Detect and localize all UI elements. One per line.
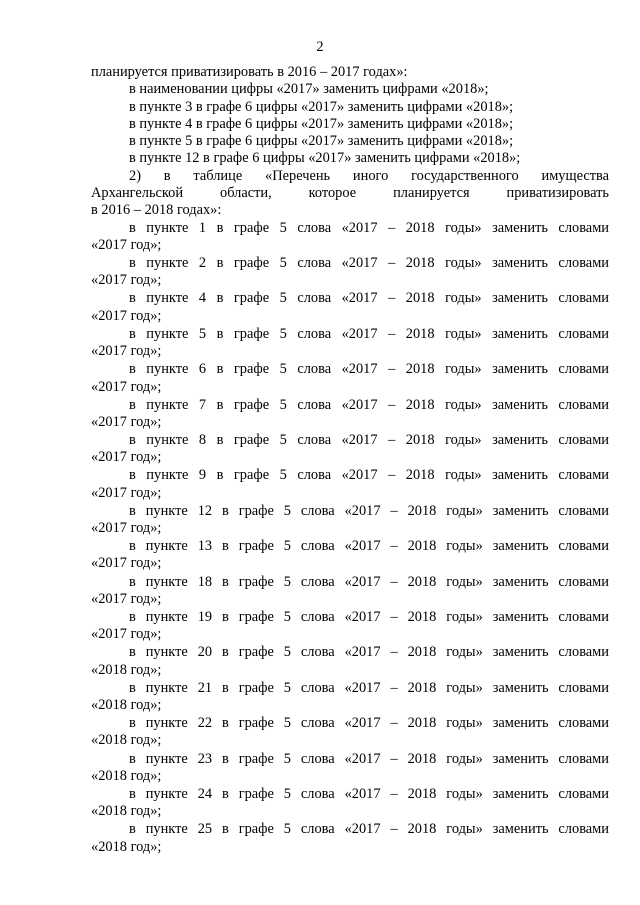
amendment-item-text: в пункте 19 в графе 5 слова «2017 – 2018 годы» заменить словами: [129, 608, 609, 625]
amendment-item-continuation: «2018 год»;: [91, 838, 162, 855]
amendment-item-text: в пункте 2 в графе 5 слова «2017 – 2018 годы» заменить словами: [129, 255, 609, 272]
amendment-item: [91, 361, 609, 396]
amendment-item-continuation: «2017 год»;: [91, 449, 162, 466]
amendment-item: [91, 538, 609, 573]
amendment-item-text: в пункте 8 в графе 5 слова «2017 – 2018 годы» заменить словами: [129, 432, 609, 449]
amendment-item-continuation: «2017 год»;: [91, 520, 162, 537]
amendment-item-continuation: «2017 год»;: [91, 307, 162, 324]
amendment-item-continuation: «2017 год»;: [91, 272, 162, 289]
intro-line: в пункте 12 в графе 6 цифры «2017» заменить цифрами «2018»;: [129, 150, 521, 167]
amendment-item-text: в пункте 23 в графе 5 слова «2017 – 2018 годы» заменить словами: [129, 750, 609, 767]
amendment-item-continuation: «2018 год»;: [91, 732, 162, 749]
amendment-item-text: в пункте 6 в графе 5 слова «2017 – 2018 годы» заменить словами: [129, 361, 609, 378]
amendment-item-continuation: «2017 год»;: [91, 555, 162, 572]
amendment-item: [91, 821, 609, 856]
amendment-item: [91, 680, 609, 715]
amendment-item-continuation: «2017 год»;: [91, 484, 162, 501]
section-2-heading-line-1: 2) в таблице «Перечень иного государственного имущества: [129, 167, 609, 184]
amendment-item: [91, 432, 609, 467]
amendment-item-text: в пункте 24 в графе 5 слова «2017 – 2018 годы» заменить словами: [129, 785, 609, 802]
amendment-item: [91, 609, 609, 644]
amendment-item-text: в пункте 9 в графе 5 слова «2017 – 2018 годы» заменить словами: [129, 467, 609, 484]
amendment-item-continuation: «2018 год»;: [91, 767, 162, 784]
amendment-item-continuation: «2017 год»;: [91, 378, 162, 395]
amendment-item: [91, 574, 609, 609]
amendment-item-text: в пункте 13 в графе 5 слова «2017 – 2018 годы» заменить словами: [129, 538, 609, 555]
amendment-item-text: в пункте 25 в графе 5 слова «2017 – 2018 годы» заменить словами: [129, 821, 609, 838]
amendment-item: [91, 503, 609, 538]
amendment-list: [91, 220, 609, 856]
section-2-heading-line-2: Архангельской области, которое планируется приватизировать: [91, 185, 609, 202]
amendment-item: [91, 751, 609, 786]
amendment-item-text: в пункте 21 в графе 5 слова «2017 – 2018 годы» заменить словами: [129, 679, 609, 696]
intro-line: в пункте 4 в графе 6 цифры «2017» заменить цифрами «2018»;: [129, 115, 514, 132]
amendment-item: [91, 644, 609, 679]
document-body: [91, 64, 609, 857]
intro-line: в пункте 3 в графе 6 цифры «2017» заменить цифрами «2018»;: [129, 98, 514, 115]
amendment-item-text: в пункте 18 в графе 5 слова «2017 – 2018 годы» заменить словами: [129, 573, 609, 590]
amendment-item-continuation: «2017 год»;: [91, 626, 162, 643]
amendment-item-text: в пункте 7 в графе 5 слова «2017 – 2018 годы» заменить словами: [129, 396, 609, 413]
amendment-item-text: в пункте 5 в графе 5 слова «2017 – 2018 годы» заменить словами: [129, 325, 609, 342]
section-2-heading-line-3: в 2016 – 2018 годах»:: [91, 202, 222, 219]
amendment-item: [91, 467, 609, 502]
amendment-item-continuation: «2017 год»;: [91, 413, 162, 430]
amendment-item-continuation: «2018 год»;: [91, 803, 162, 820]
amendment-item-continuation: «2018 год»;: [91, 661, 162, 678]
amendment-item: [91, 290, 609, 325]
amendment-item-text: в пункте 22 в графе 5 слова «2017 – 2018 годы» заменить словами: [129, 715, 609, 732]
amendment-item-text: в пункте 20 в графе 5 слова «2017 – 2018 годы» заменить словами: [129, 644, 609, 661]
amendment-item: [91, 255, 609, 290]
amendment-item-continuation: «2017 год»;: [91, 236, 162, 253]
page-number: 2: [316, 39, 324, 55]
amendment-item-text: в пункте 12 в графе 5 слова «2017 – 2018 годы» заменить словами: [129, 502, 609, 519]
amendment-item: [91, 326, 609, 361]
amendment-item-text: в пункте 1 в графе 5 слова «2017 – 2018 годы» заменить словами: [129, 219, 609, 236]
amendment-item: [91, 715, 609, 750]
amendment-item-text: в пункте 4 в графе 5 слова «2017 – 2018 годы» заменить словами: [129, 290, 609, 307]
intro-line: планируется приватизировать в 2016 – 2017 годах»:: [91, 64, 408, 80]
amendment-item: [91, 786, 609, 821]
amendment-item: [91, 220, 609, 255]
amendment-item: [91, 397, 609, 432]
intro-line: в пункте 5 в графе 6 цифры «2017» заменить цифрами «2018»;: [129, 133, 514, 150]
amendment-item-continuation: «2017 год»;: [91, 590, 162, 607]
amendment-item-continuation: «2017 год»;: [91, 343, 162, 360]
amendment-item-continuation: «2018 год»;: [91, 697, 162, 714]
intro-line: в наименовании цифры «2017» заменить цифрами «2018»;: [129, 81, 489, 98]
